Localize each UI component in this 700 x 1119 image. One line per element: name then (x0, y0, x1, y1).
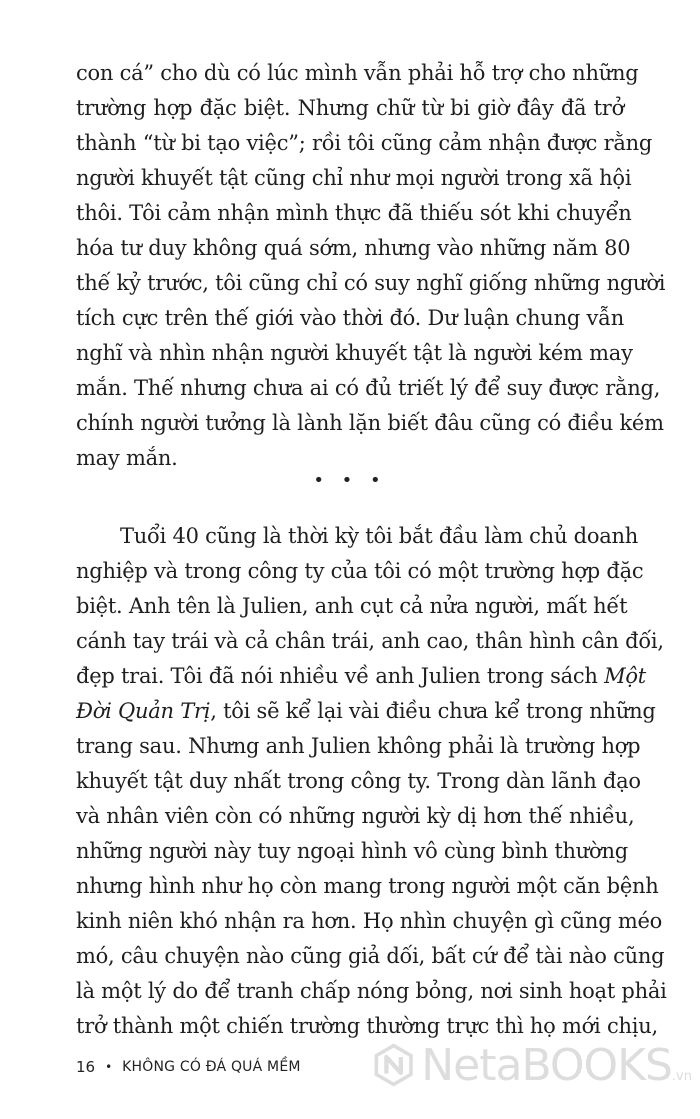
running-book-title: KHÔNG CÓ ĐÁ QUÁ MỀM (122, 1059, 301, 1075)
text-line: là một lý do để tranh chấp nóng bỏng, nơi sinh hoạt phải (76, 979, 667, 1003)
book-title-italic: Đời Quản Trị (76, 699, 211, 723)
paragraph-2 (76, 519, 667, 1044)
text-line: may mắn. (76, 446, 178, 470)
text-line: Đời Quản Trị, tôi sẽ kể lại vài điều chưa kể trong những (76, 699, 656, 723)
text-line: biệt. Anh tên là Julien, anh cụt cả nửa người, mất hết (76, 594, 628, 618)
text-line: nghĩ và nhìn nhận người khuyết tật là người kém may (76, 341, 633, 365)
text-line: con cá” cho dù có lúc mình vẫn phải hỗ trợ cho những (76, 61, 639, 85)
text-line: nghiệp và trong công ty của tôi có một trường hợp đặc (76, 559, 644, 583)
section-break-ornament: • • • (313, 470, 387, 491)
page-number: 16 (76, 1058, 96, 1076)
text-line: nhưng hình như họ còn mang trong người một căn bệnh (76, 874, 659, 898)
text-line: trang sau. Nhưng anh Julien không phải là trường hợp (76, 734, 641, 758)
text-line: trường hợp đặc biệt. Nhưng chữ từ bi giờ đây đã trở (76, 96, 624, 120)
text-line: người khuyết tật cũng chỉ như mọi người trong xã hội (76, 166, 632, 190)
text-line: Tuổi 40 cũng là thời kỳ tôi bắt đầu làm chủ doanh (120, 524, 639, 548)
text-line: tích cực trên thế giới vào thời đó. Dư luận chung vẫn (76, 306, 624, 330)
text-line: những người này tuy ngoại hình vô cùng bình thường (76, 839, 628, 863)
text-line: chính người tưởng là lành lặn biết đâu cũng có điều kém (76, 411, 664, 435)
footer-separator: • (105, 1060, 113, 1074)
text-line: và nhân viên còn có những người kỳ dị hơn thế nhiều, (76, 804, 635, 828)
text-line: hóa tư duy không quá sớm, nhưng vào những năm 80 (76, 236, 631, 260)
text-line: kinh niên khó nhận ra hơn. Họ nhìn chuyện gì cũng méo (76, 909, 663, 933)
book-title-italic: Một (604, 664, 646, 688)
text-line: đẹp trai. Tôi đã nói nhiều về anh Julien trong sách Một (76, 664, 646, 688)
watermark-suffix: .vn (671, 1068, 692, 1084)
netabooks-logo-icon (372, 1036, 415, 1094)
netabooks-watermark (372, 1030, 692, 1100)
text-line: thôi. Tôi cảm nhận mình thực đã thiếu sót khi chuyển (76, 201, 632, 225)
text-line: thành “từ bi tạo việc”; rồi tôi cũng cảm nhận được rằng (76, 131, 653, 155)
paragraph-1 (76, 56, 666, 476)
watermark-text: NetaBOOKS.vn (421, 1039, 692, 1091)
page-footer (76, 1058, 301, 1076)
text-line: thế kỷ trước, tôi cũng chỉ có suy nghĩ giống những người (76, 271, 666, 295)
text-line: khuyết tật duy nhất trong công ty. Trong dàn lãnh đạo (76, 769, 641, 793)
text-line: trở thành một chiến trường thường trực thì họ mới chịu, (76, 1014, 658, 1038)
text-line: cánh tay trái và cả chân trái, anh cao, thân hình cân đối, (76, 629, 664, 653)
text-line: mó, câu chuyện nào cũng giả dối, bất cứ để tài nào cũng (76, 944, 665, 968)
text-line: mắn. Thế nhưng chưa ai có đủ triết lý để suy được rằng, (76, 376, 661, 400)
